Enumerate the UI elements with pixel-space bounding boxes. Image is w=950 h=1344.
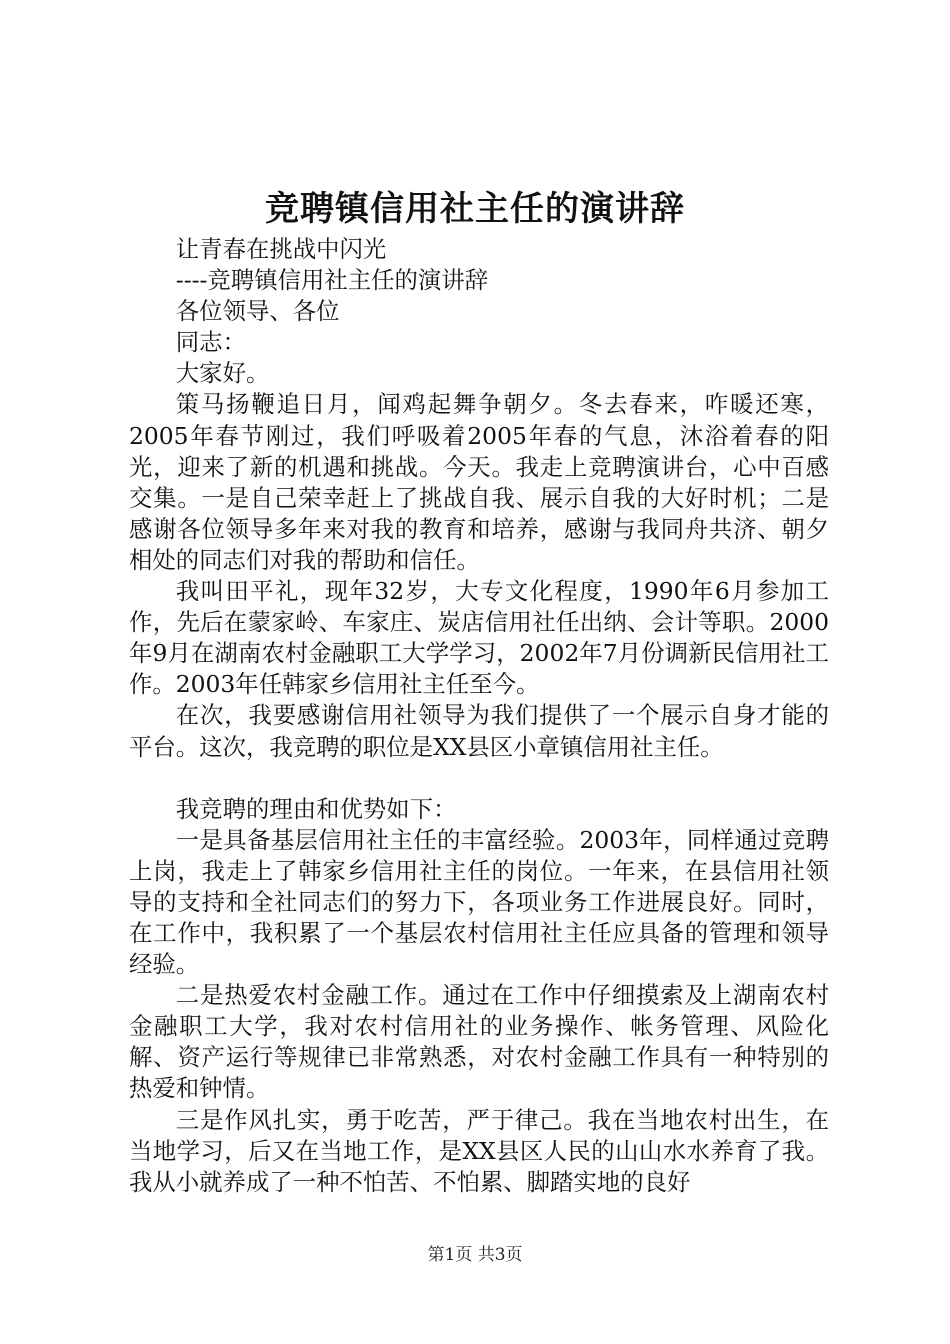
salutation-line-1: 各位领导、各位 <box>175 297 340 326</box>
document-body <box>129 234 829 1198</box>
paragraph-reason-1: 一是具备基层信用社主任的丰富经验。2003年，同样通过竞聘上岗，我走上了韩家乡信用社主任的岗位。一年来，在县信用社领导的支持和全社同志们的努力下，各项业务工作进展良好。同时，在工作中，我积累了一个基层农村信用社主任应具备的管理和领导经验。 <box>129 825 829 979</box>
page-number-footer: 第1页 共3页 <box>427 1245 523 1265</box>
greeting: 大家好。 <box>175 359 270 388</box>
paragraph-biography: 我叫田平礼，现年32岁，大专文化程度，1990年6月参加工作，先后在蒙家岭、车家庄、炭店信用社任出纳、会计等职。2000年9月在湖南农村金融职工大学学习，2002年7月份调新民信用社工作。2003年任韩家乡信用社主任至今。 <box>129 577 829 699</box>
paragraph-position: 在次，我要感谢信用社领导为我们提供了一个展示自身才能的平台。这次，我竞聘的职位是XX县区小章镇信用社主任。 <box>129 701 829 761</box>
paragraph-reason-2: 二是热爱农村金融工作。通过在工作中仔细摸索及上湖南农村金融职工大学，我对农村信用社的业务操作、帐务管理、风险化解、资产运行等规律已非常熟悉，对农村金融工作具有一种特别的热爱和钟情。 <box>129 981 829 1103</box>
paragraph-intro: 策马扬鞭追日月，闻鸡起舞争朝夕。冬去春来，咋暖还寒，2005年春节刚过，我们呼吸着2005年春的气息，沐浴着春的阳光，迎来了新的机遇和挑战。今天。我走上竞聘演讲台，心中百感交集。一是自己荣幸赶上了挑战自我、展示自我的大好时机；二是感谢各位领导多年来对我的教育和培养，感谢与我同舟共济、朝夕相处的同志们对我的帮助和信任。 <box>129 390 829 574</box>
document-title: 竞聘镇信用社主任的演讲辞 <box>265 189 685 229</box>
speech-heading: 让青春在挑战中闪光 <box>175 235 387 263</box>
salutation-line-2: 同志： <box>175 328 246 357</box>
paragraph-reasons-heading: 我竞聘的理由和优势如下： <box>175 794 457 823</box>
paragraph-reason-3: 三是作风扎实，勇于吃苦，严于律己。我在当地农村出生，在当地学习，后又在当地工作，是XX县区人民的山山水水养育了我。我从小就养成了一种不怕苦、不怕累、脚踏实地的良好 <box>129 1105 829 1196</box>
speech-subheading: ----竞聘镇信用社主任的演讲辞 <box>175 266 489 295</box>
